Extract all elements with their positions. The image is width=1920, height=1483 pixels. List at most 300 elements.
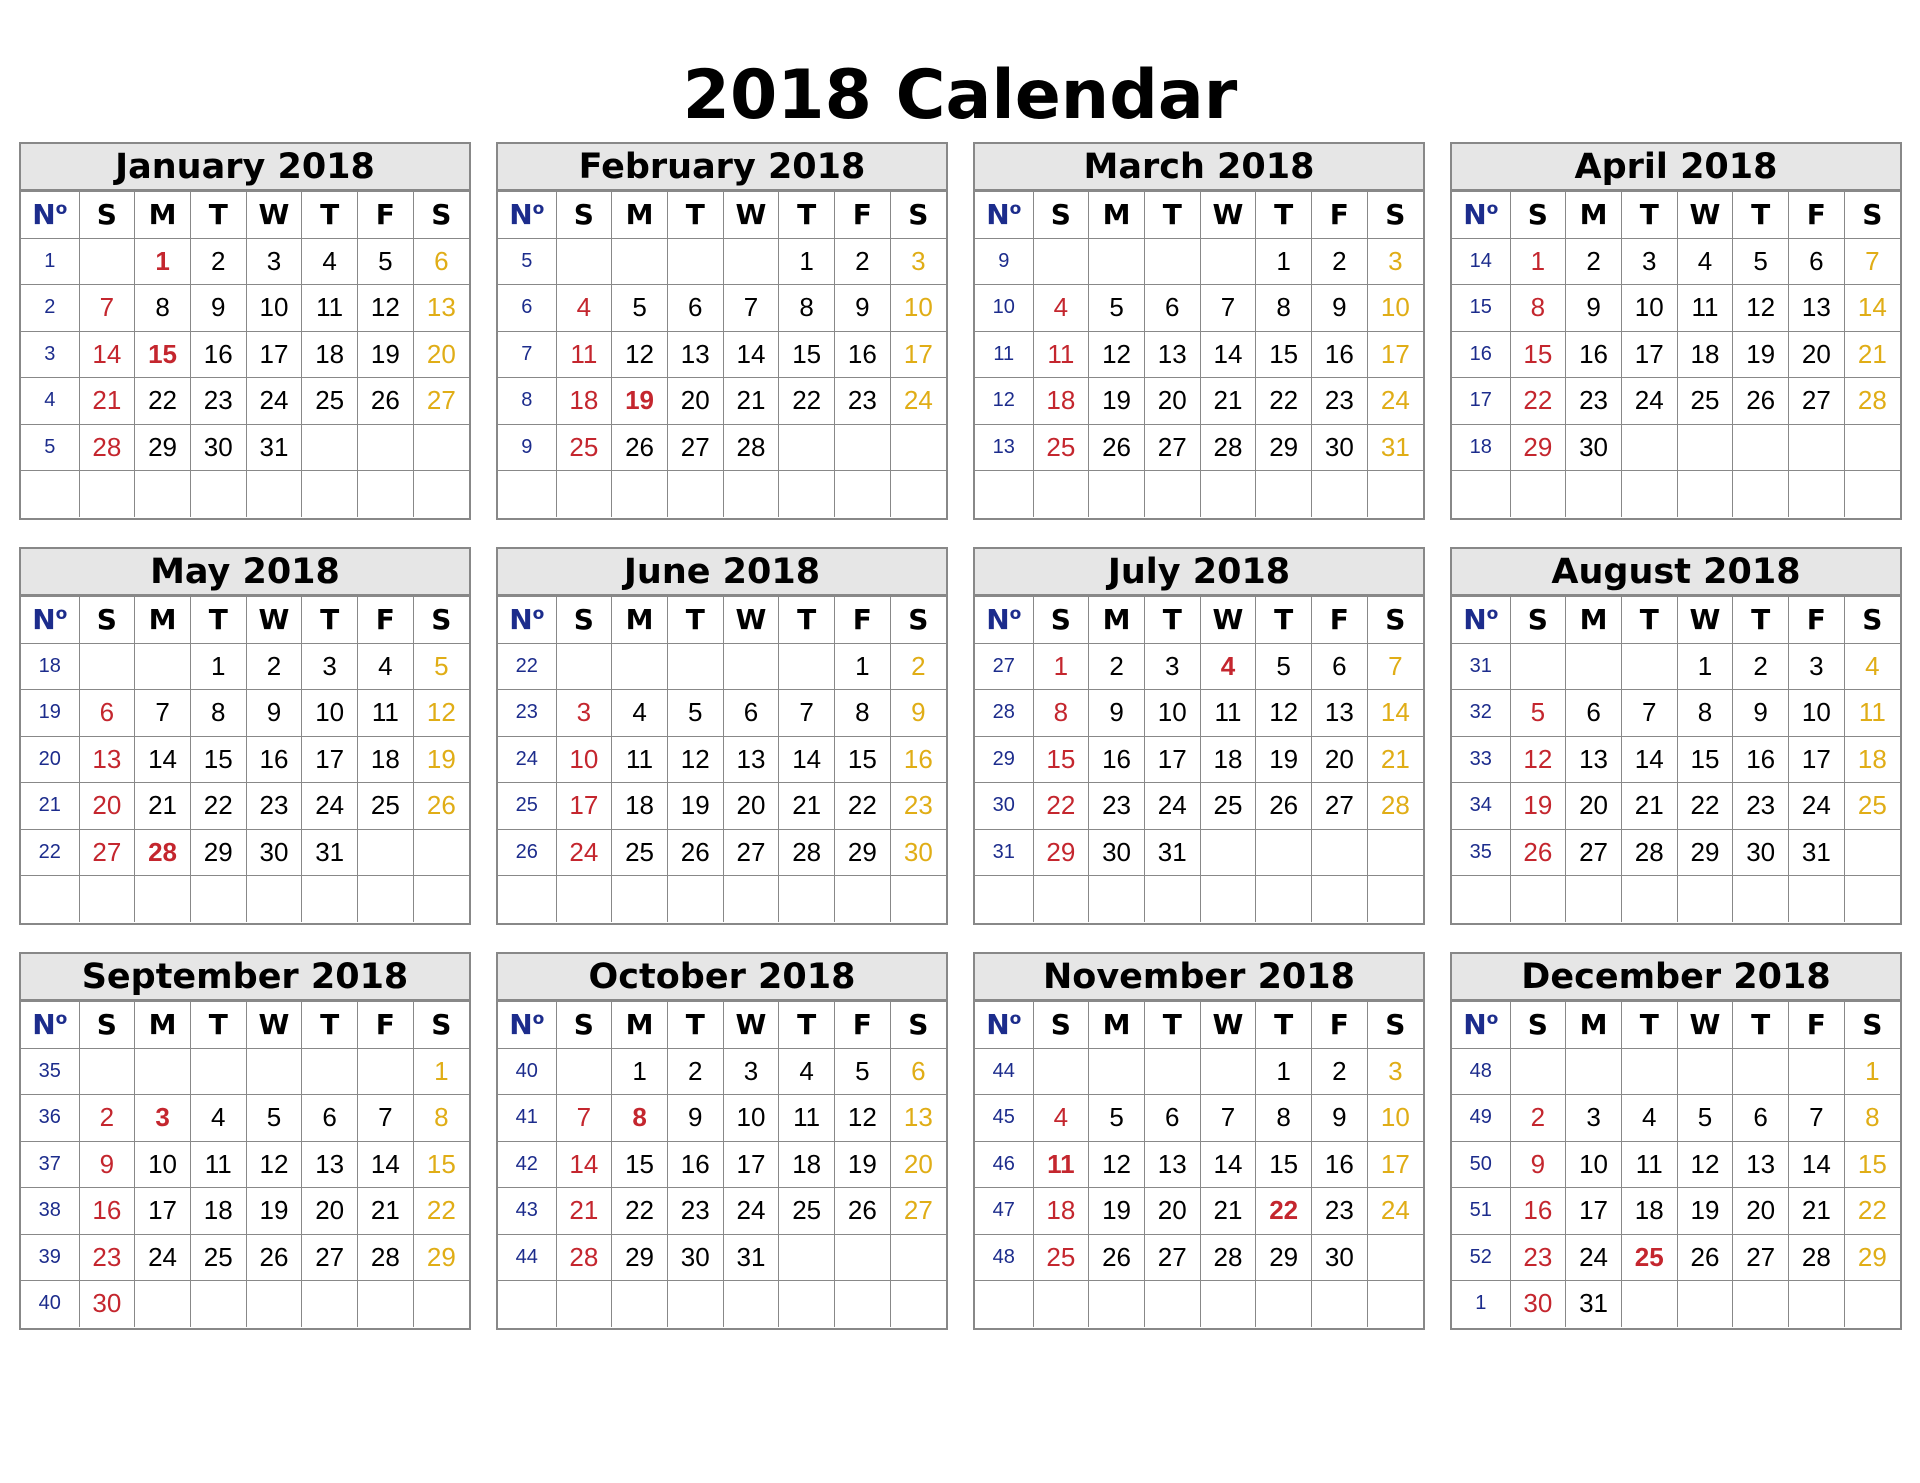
day-cell: 20 — [1789, 331, 1845, 378]
weekday-header: S — [413, 597, 469, 644]
weekday-header: S — [1844, 1002, 1900, 1049]
day-cell: 4 — [1844, 643, 1900, 690]
day-cell: 19 — [1733, 331, 1789, 378]
day-cell — [358, 424, 414, 471]
day-cell: 11 — [556, 331, 612, 378]
week-number: 26 — [498, 829, 556, 876]
day-cell — [135, 1281, 191, 1327]
weekday-header: W — [723, 192, 779, 239]
week-row — [21, 1141, 469, 1188]
weekday-header: T — [1733, 1002, 1789, 1049]
day-cell: 2 — [1566, 238, 1622, 285]
day-cell — [1677, 1048, 1733, 1095]
day-cell — [135, 876, 191, 922]
month-block — [973, 952, 1425, 1330]
day-cell: 30 — [1312, 1234, 1368, 1281]
day-cell — [1256, 1281, 1312, 1327]
month-block — [496, 142, 948, 520]
day-cell: 28 — [556, 1234, 612, 1281]
weekday-header: M — [1566, 1002, 1622, 1049]
week-row — [975, 1095, 1423, 1142]
week-number: 13 — [975, 424, 1033, 471]
day-cell — [1200, 238, 1256, 285]
day-cell: 22 — [835, 783, 891, 830]
day-cell: 10 — [1367, 285, 1423, 332]
weekday-header: T — [1621, 597, 1677, 644]
day-cell: 12 — [1089, 1141, 1145, 1188]
month-table — [21, 596, 469, 922]
day-cell: 7 — [1844, 238, 1900, 285]
day-cell: 24 — [890, 378, 946, 425]
week-row — [498, 690, 946, 737]
weekday-header: T — [190, 1002, 246, 1049]
week-number: 7 — [498, 331, 556, 378]
weekday-header: T — [667, 192, 723, 239]
day-cell: 12 — [413, 690, 469, 737]
day-cell: 17 — [723, 1141, 779, 1188]
week-number: 40 — [498, 1048, 556, 1095]
day-cell: 28 — [1621, 829, 1677, 876]
day-cell — [1677, 424, 1733, 471]
day-cell — [1510, 1048, 1566, 1095]
weekday-header: S — [556, 1002, 612, 1049]
weekday-header: T — [302, 597, 358, 644]
day-cell: 8 — [135, 285, 191, 332]
day-cell: 5 — [1677, 1095, 1733, 1142]
weekday-header: F — [1789, 597, 1845, 644]
day-cell: 29 — [1677, 829, 1733, 876]
week-number: 45 — [975, 1095, 1033, 1142]
day-cell — [1844, 876, 1900, 922]
day-cell: 29 — [1844, 1234, 1900, 1281]
day-cell: 28 — [1367, 783, 1423, 830]
day-cell — [79, 238, 135, 285]
day-cell: 19 — [1089, 378, 1145, 425]
week-row — [498, 471, 946, 517]
week-row — [1452, 829, 1900, 876]
day-cell: 7 — [723, 285, 779, 332]
day-cell — [358, 829, 414, 876]
week-number: 14 — [1452, 238, 1510, 285]
day-cell — [835, 471, 891, 517]
month-table — [498, 191, 946, 517]
day-cell: 30 — [667, 1234, 723, 1281]
weekday-header: W — [1677, 192, 1733, 239]
day-cell: 10 — [556, 736, 612, 783]
week-number: 33 — [1452, 736, 1510, 783]
day-cell: 30 — [890, 829, 946, 876]
week-number-header: $N^o$ — [1452, 192, 1510, 239]
day-cell: 18 — [1200, 736, 1256, 783]
week-row — [975, 378, 1423, 425]
day-cell — [1312, 1281, 1368, 1327]
day-cell: 19 — [1510, 783, 1566, 830]
weekday-header: T — [667, 597, 723, 644]
day-cell: 23 — [79, 1234, 135, 1281]
day-cell: 5 — [612, 285, 668, 332]
day-cell: 25 — [358, 783, 414, 830]
week-row — [975, 1141, 1423, 1188]
weekday-header-row — [1452, 597, 1900, 644]
weekday-header: M — [612, 192, 668, 239]
day-cell — [413, 424, 469, 471]
day-cell: 16 — [1566, 331, 1622, 378]
day-cell — [835, 424, 891, 471]
week-number: 5 — [498, 238, 556, 285]
day-cell — [779, 876, 835, 922]
day-cell — [358, 876, 414, 922]
week-number: 3 — [21, 331, 79, 378]
day-cell — [723, 876, 779, 922]
month-table — [498, 1001, 946, 1327]
day-cell: 8 — [835, 690, 891, 737]
day-cell: 29 — [1033, 829, 1089, 876]
weekday-header: F — [358, 192, 414, 239]
weekday-header: S — [1367, 192, 1423, 239]
day-cell: 18 — [1677, 331, 1733, 378]
weekday-header-row — [21, 1002, 469, 1049]
day-cell: 25 — [1677, 378, 1733, 425]
day-cell: 23 — [890, 783, 946, 830]
day-cell: 9 — [1312, 285, 1368, 332]
week-number: 16 — [1452, 331, 1510, 378]
day-cell: 13 — [890, 1095, 946, 1142]
day-cell — [1144, 471, 1200, 517]
week-row — [498, 1048, 946, 1095]
day-cell: 20 — [413, 331, 469, 378]
weekday-header: W — [1200, 1002, 1256, 1049]
week-number: 27 — [975, 643, 1033, 690]
day-cell: 28 — [723, 424, 779, 471]
day-cell: 5 — [1733, 238, 1789, 285]
day-cell: 9 — [190, 285, 246, 332]
weekday-header: W — [723, 597, 779, 644]
day-cell: 7 — [1200, 1095, 1256, 1142]
day-cell: 27 — [723, 829, 779, 876]
day-cell — [556, 1281, 612, 1327]
week-row — [1452, 285, 1900, 332]
day-cell: 26 — [612, 424, 668, 471]
day-cell — [667, 1281, 723, 1327]
week-row — [498, 876, 946, 922]
day-cell — [890, 1281, 946, 1327]
day-cell: 16 — [1733, 736, 1789, 783]
day-cell: 13 — [79, 736, 135, 783]
week-number: 38 — [21, 1188, 79, 1235]
day-cell: 10 — [1367, 1095, 1423, 1142]
day-cell: 17 — [890, 331, 946, 378]
day-cell: 30 — [1312, 424, 1368, 471]
week-row — [1452, 1188, 1900, 1235]
day-cell: 8 — [612, 1095, 668, 1142]
weekday-header: T — [1621, 192, 1677, 239]
day-cell — [1312, 829, 1368, 876]
day-cell: 17 — [1566, 1188, 1622, 1235]
day-cell: 22 — [135, 378, 191, 425]
day-cell: 7 — [79, 285, 135, 332]
weekday-header: T — [779, 192, 835, 239]
weekday-header: W — [1200, 192, 1256, 239]
week-number — [975, 1281, 1033, 1327]
day-cell — [358, 1281, 414, 1327]
weekday-header: S — [1033, 192, 1089, 239]
weekday-header-row — [975, 192, 1423, 239]
day-cell: 10 — [135, 1141, 191, 1188]
day-cell: 10 — [1144, 690, 1200, 737]
day-cell — [1312, 471, 1368, 517]
week-number: 12 — [975, 378, 1033, 425]
week-number: 49 — [1452, 1095, 1510, 1142]
day-cell: 21 — [723, 378, 779, 425]
day-cell: 12 — [1089, 331, 1145, 378]
week-row — [975, 1188, 1423, 1235]
day-cell — [612, 238, 668, 285]
day-cell — [556, 876, 612, 922]
day-cell: 9 — [246, 690, 302, 737]
day-cell: 8 — [1510, 285, 1566, 332]
day-cell: 11 — [190, 1141, 246, 1188]
day-cell: 21 — [1367, 736, 1423, 783]
day-cell: 5 — [667, 690, 723, 737]
day-cell: 24 — [556, 829, 612, 876]
day-cell — [667, 643, 723, 690]
day-cell: 3 — [246, 238, 302, 285]
weekday-header: S — [413, 1002, 469, 1049]
day-cell — [246, 1281, 302, 1327]
day-cell: 29 — [190, 829, 246, 876]
day-cell: 16 — [246, 736, 302, 783]
day-cell: 21 — [556, 1188, 612, 1235]
day-cell: 30 — [1089, 829, 1145, 876]
week-number-header: $N^o$ — [975, 1002, 1033, 1049]
day-cell: 1 — [835, 643, 891, 690]
month-block — [1450, 547, 1902, 925]
weekday-header-row — [1452, 1002, 1900, 1049]
day-cell: 19 — [413, 736, 469, 783]
day-cell: 7 — [1367, 643, 1423, 690]
week-row — [975, 829, 1423, 876]
day-cell: 21 — [135, 783, 191, 830]
day-cell: 13 — [1733, 1141, 1789, 1188]
weekday-header: F — [1789, 192, 1845, 239]
day-cell: 26 — [667, 829, 723, 876]
day-cell — [890, 876, 946, 922]
day-cell: 16 — [190, 331, 246, 378]
day-cell: 30 — [79, 1281, 135, 1327]
day-cell — [1621, 1281, 1677, 1327]
week-number: 22 — [498, 643, 556, 690]
week-row — [1452, 876, 1900, 922]
day-cell: 15 — [135, 331, 191, 378]
day-cell — [890, 471, 946, 517]
day-cell — [779, 1281, 835, 1327]
day-cell: 15 — [612, 1141, 668, 1188]
week-number-header: $N^o$ — [1452, 597, 1510, 644]
week-number: 25 — [498, 783, 556, 830]
week-row — [498, 736, 946, 783]
day-cell: 29 — [413, 1234, 469, 1281]
day-cell — [556, 238, 612, 285]
week-number: 24 — [498, 736, 556, 783]
week-number-header: $N^o$ — [21, 192, 79, 239]
day-cell: 14 — [358, 1141, 414, 1188]
day-cell: 26 — [358, 378, 414, 425]
day-cell — [835, 1234, 891, 1281]
weekday-header: S — [1033, 597, 1089, 644]
day-cell: 7 — [779, 690, 835, 737]
week-row — [21, 1048, 469, 1095]
day-cell — [1033, 1281, 1089, 1327]
day-cell: 20 — [1566, 783, 1622, 830]
weekday-header: S — [890, 597, 946, 644]
week-number: 17 — [1452, 378, 1510, 425]
day-cell — [1677, 1281, 1733, 1327]
day-cell — [723, 643, 779, 690]
day-cell: 30 — [1510, 1281, 1566, 1327]
day-cell — [302, 1048, 358, 1095]
day-cell: 27 — [1144, 1234, 1200, 1281]
day-cell — [779, 1234, 835, 1281]
day-cell — [1144, 238, 1200, 285]
day-cell — [1033, 876, 1089, 922]
day-cell — [190, 1281, 246, 1327]
week-row — [975, 736, 1423, 783]
week-number: 4 — [21, 378, 79, 425]
weekday-header: W — [1200, 597, 1256, 644]
week-number: 1 — [1452, 1281, 1510, 1327]
day-cell: 14 — [1789, 1141, 1845, 1188]
week-number: 47 — [975, 1188, 1033, 1235]
month-title: March 2018 — [975, 144, 1423, 191]
day-cell: 25 — [612, 829, 668, 876]
day-cell — [779, 424, 835, 471]
week-row — [1452, 1141, 1900, 1188]
week-number: 48 — [1452, 1048, 1510, 1095]
day-cell: 18 — [190, 1188, 246, 1235]
week-row — [21, 829, 469, 876]
day-cell: 27 — [1144, 424, 1200, 471]
week-number: 1 — [21, 238, 79, 285]
day-cell: 31 — [1566, 1281, 1622, 1327]
day-cell: 18 — [358, 736, 414, 783]
day-cell — [1089, 876, 1145, 922]
weekday-header-row — [498, 192, 946, 239]
week-number: 34 — [1452, 783, 1510, 830]
day-cell — [667, 238, 723, 285]
day-cell: 24 — [723, 1188, 779, 1235]
day-cell: 12 — [358, 285, 414, 332]
weekday-header: M — [135, 597, 191, 644]
day-cell — [1621, 471, 1677, 517]
day-cell: 16 — [835, 331, 891, 378]
week-row — [21, 424, 469, 471]
day-cell — [1312, 876, 1368, 922]
day-cell: 31 — [1144, 829, 1200, 876]
week-row — [21, 876, 469, 922]
day-cell — [779, 643, 835, 690]
day-cell — [1200, 876, 1256, 922]
week-row — [1452, 736, 1900, 783]
month-title: December 2018 — [1452, 954, 1900, 1001]
day-cell: 3 — [1367, 1048, 1423, 1095]
month-block — [496, 952, 948, 1330]
day-cell: 24 — [246, 378, 302, 425]
day-cell — [79, 471, 135, 517]
weekday-header: S — [1367, 1002, 1423, 1049]
day-cell: 27 — [890, 1188, 946, 1235]
weekday-header: F — [1312, 1002, 1368, 1049]
day-cell: 8 — [190, 690, 246, 737]
day-cell: 23 — [835, 378, 891, 425]
weekday-header-row — [1452, 192, 1900, 239]
week-number: 36 — [21, 1095, 79, 1142]
month-table — [975, 596, 1423, 922]
day-cell — [302, 424, 358, 471]
day-cell: 24 — [1367, 1188, 1423, 1235]
week-number — [498, 1281, 556, 1327]
day-cell — [723, 238, 779, 285]
day-cell: 30 — [246, 829, 302, 876]
day-cell: 28 — [79, 424, 135, 471]
day-cell: 20 — [1144, 378, 1200, 425]
weekday-header: S — [1844, 192, 1900, 239]
day-cell: 11 — [1033, 1141, 1089, 1188]
day-cell: 26 — [1733, 378, 1789, 425]
day-cell: 20 — [1733, 1188, 1789, 1235]
day-cell — [1844, 829, 1900, 876]
day-cell: 4 — [1200, 643, 1256, 690]
day-cell — [1789, 876, 1845, 922]
day-cell: 2 — [1510, 1095, 1566, 1142]
day-cell: 24 — [1789, 783, 1845, 830]
day-cell: 20 — [723, 783, 779, 830]
day-cell: 1 — [1510, 238, 1566, 285]
day-cell: 1 — [1033, 643, 1089, 690]
day-cell — [1844, 424, 1900, 471]
day-cell: 21 — [79, 378, 135, 425]
day-cell: 1 — [779, 238, 835, 285]
week-row — [21, 471, 469, 517]
week-row — [975, 1281, 1423, 1327]
day-cell: 14 — [79, 331, 135, 378]
week-row — [1452, 331, 1900, 378]
day-cell: 25 — [1033, 1234, 1089, 1281]
day-cell — [1144, 876, 1200, 922]
day-cell — [835, 876, 891, 922]
day-cell: 22 — [190, 783, 246, 830]
day-cell: 3 — [302, 643, 358, 690]
day-cell: 2 — [890, 643, 946, 690]
day-cell: 5 — [1510, 690, 1566, 737]
day-cell: 15 — [190, 736, 246, 783]
day-cell: 25 — [556, 424, 612, 471]
day-cell: 18 — [1033, 1188, 1089, 1235]
day-cell: 9 — [1312, 1095, 1368, 1142]
page-title: 2018 Calendar — [682, 56, 1238, 135]
day-cell: 4 — [1621, 1095, 1677, 1142]
weekday-header: T — [1144, 597, 1200, 644]
day-cell: 18 — [1621, 1188, 1677, 1235]
week-number: 43 — [498, 1188, 556, 1235]
week-number: 22 — [21, 829, 79, 876]
week-row — [21, 331, 469, 378]
day-cell: 18 — [779, 1141, 835, 1188]
day-cell — [1566, 1048, 1622, 1095]
day-cell: 23 — [1733, 783, 1789, 830]
month-title: October 2018 — [498, 954, 946, 1001]
day-cell: 12 — [1733, 285, 1789, 332]
day-cell — [1844, 1281, 1900, 1327]
